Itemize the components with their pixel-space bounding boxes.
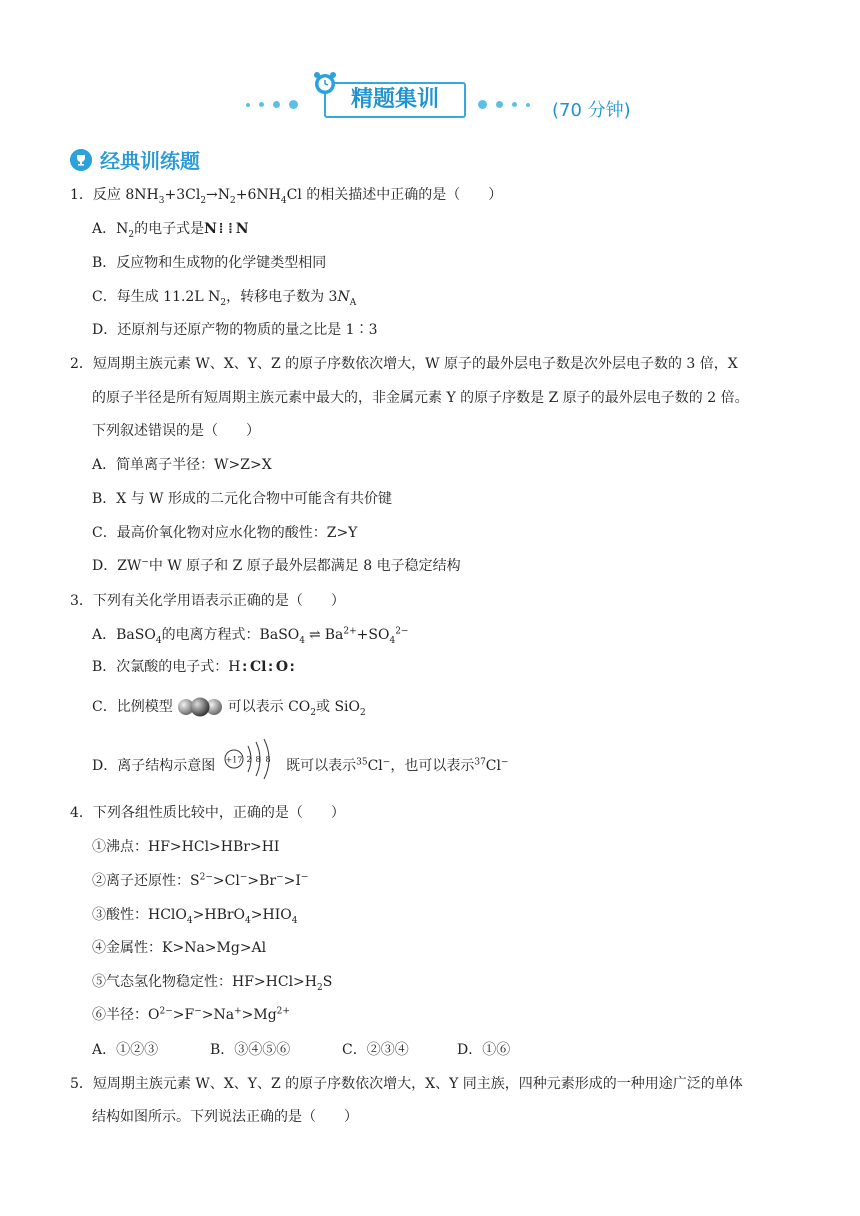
section-title: 经典训练题 [100,149,200,173]
nucleus-charge: +17 [225,755,243,765]
shell-1-electrons: 2 [246,755,252,764]
question-2-stem-line-2: 的原子半径是所有短周期主族元素中最大的，非金属元素 Y 的原子序数是 Z 原子的最外层电子数的 2 倍。 [92,390,749,406]
question-4-option-b: B．③④⑤⑥ [210,1042,291,1058]
question-2-stem-line-1: 2．短周期主族元素 W、X、Y、Z 的原子序数依次增大，W 原子的最外层电子数是次外层电子数的 3 倍，X [70,356,738,372]
question-4-stem: 4．下列各组性质比较中，正确的是（ ） [70,805,345,821]
question-2-option-a: A．简单离子半径：W>Z>X [92,457,272,473]
question-2-stem-line-3: 下列叙述错误的是（ ） [92,423,260,439]
question-2-option-b: B．X 与 W 形成的二元化合物中可能含有共价键 [92,491,392,507]
question-2-option-d: D．ZW−中 W 原子和 Z 原子最外层都满足 8 电子稳定结构 [92,557,461,574]
question-4-option-a: A．①②③ [92,1042,159,1058]
alarm-clock-icon [312,70,338,96]
question-5-stem-line-1: 5．短周期主族元素 W、X、Y、Z 的原子序数依次增大，X、Y 同主族，四种元素形成的一种用途广泛的单体 [70,1076,743,1092]
question-3-stem: 3．下列有关化学用语表示正确的是（ ） [70,593,345,609]
trophy-icon [70,149,92,171]
question-4-item-4: ④金属性：K>Na>Mg>Al [92,940,267,956]
question-4-item-5: ⑤气态氢化物稳定性：$HF>HCl>H_2S$ [92,974,333,993]
shell-3-electrons: 8 [265,755,271,764]
banner-title: 精题集训 [324,82,466,118]
question-1-option-b: B．反应物和生成物的化学键类型相同 [92,255,327,271]
question-3-option-a: A．BaSO$_4$的电离方程式：BaSO$_4$ ⇌ $Ba^{2+}+SO_4^{2-}$ [92,626,409,646]
question-4-item-1: ①沸点：HF>HCl>HBr>HI [92,839,280,855]
question-2-option-c: C．最高价氧化物对应水化物的酸性：Z>Y [92,525,358,541]
question-5-stem-line-2: 结构如图所示。下列说法正确的是（ ） [92,1109,358,1125]
question-1-option-c: C．每生成 11.2L $N_2$，转移电子数为 $3N_A$ [92,289,357,308]
space-filling-model-image [177,697,223,717]
left-dots [246,100,307,109]
ion-structure-diagram [220,738,282,780]
question-4-item-6: ⑥半径：$O^{2-}>F^->Na^+>Mg^{2+}$ [92,1006,290,1023]
shell-2-electrons: 8 [255,755,261,764]
duration-label: (70 分钟) [552,100,631,121]
question-4-item-2: ②离子还原性：$S^{2-}>Cl^->Br^->I^-$ [92,872,309,889]
question-3-option-d: D．离子结构示意图 +17 2 8 8 既可以表示$^{35}$Cl−，也可以表示$^{37}$Cl− [92,752,509,780]
question-3-option-c: C．比例模型 可以表示 $CO_2$或 SiO$_2$ [92,699,366,718]
question-4-item-3: ③酸性：$HClO_4>HBrO_4>HIO_4$ [92,907,298,926]
question-1-option-d: D．还原剂与还原产物的物质的量之比是 1∶3 [92,322,378,338]
question-4-option-c: C．②③④ [342,1042,409,1058]
question-1-stem: 1．反应 $8NH_3+3Cl_2\to N_2+6NH_4Cl$ 的相关描述中正确的是（ ） [70,187,503,206]
question-3-option-b: B．次氯酸的电子式：H:Cl:O: [92,659,298,675]
question-1-option-a: A．$N_2$的电子式是N⁞⁞N [92,221,249,240]
question-4-option-d: D．①⑥ [457,1042,511,1058]
right-dots [478,100,539,109]
equilibrium-arrow: ⇌ [309,627,321,643]
